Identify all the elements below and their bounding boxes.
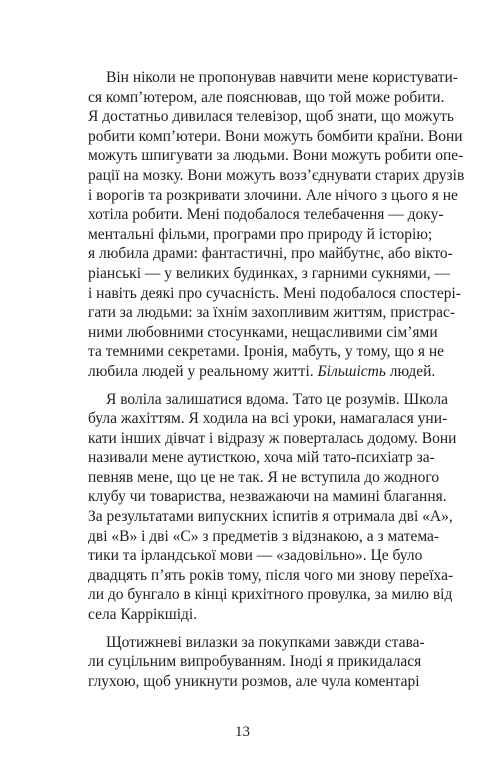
text-line: і ворогів та розкривати злочини. Але нічого з цього я не bbox=[88, 186, 458, 204]
text-line: я любила драми: фантастичні, про майбутнє, або вікто- bbox=[88, 245, 453, 263]
text-line: робити комп’ютери. Вони можуть бомбити країни. Вони bbox=[88, 127, 463, 145]
text-line: можуть шпигувати за людьми. Вони можуть робити опе- bbox=[88, 147, 464, 165]
text-line: ріанські — у великих будинках, з гарними сукнями, — bbox=[88, 264, 450, 282]
text-line-with-emphasis bbox=[88, 362, 436, 382]
text-line: називали мене аутисткою, хоча мій тато-психіатр за- bbox=[88, 449, 435, 467]
text-line: ся комп’ютером, але пояснював, що той може робити. bbox=[88, 88, 445, 106]
emphasized-word: Більшість bbox=[317, 362, 386, 380]
text-line: і навіть деякі про сучасність. Мені подобалося спостері- bbox=[88, 284, 461, 302]
text-line: ли до бунгало в кінці крихітного провулка, за милю від bbox=[88, 586, 453, 604]
text-line: ли суцільним випробуванням. Іноді я прикидалася bbox=[88, 653, 422, 671]
text-fragment: людей. bbox=[385, 362, 436, 380]
text-line: рації на мозку. Вони можуть возз’єднувати старих друзів bbox=[88, 166, 465, 184]
text-line: дві «В» і дві «С» з предметів з відзнакою, а з матема- bbox=[88, 527, 440, 545]
text-fragment: любила людей у реальному житті. bbox=[88, 362, 318, 380]
text-line: Я воліла залишатися вдома. Тато це розумів. Школа bbox=[106, 390, 449, 408]
text-line: Щотижневі вилазки за покупками завжди става- bbox=[106, 633, 425, 651]
body-text bbox=[88, 68, 465, 691]
text-line: двадцять п’ять років тому, після чого ми знову переїха- bbox=[88, 566, 454, 584]
text-line: була жахіттям. Я ходила на всі уроки, намагалася уни- bbox=[88, 410, 448, 428]
text-line: певняв мене, що це не так. Я не вступила до жодного bbox=[88, 468, 440, 486]
text-line: глухою, щоб уникнути розмов, але чула коментарі bbox=[88, 672, 420, 690]
text-line: села Каррікшіді. bbox=[88, 606, 198, 624]
text-line: тики та ірландської мови — «задовільно». Це було bbox=[88, 547, 423, 565]
text-line: хотіла робити. Мені подобалося телебачення — доку- bbox=[88, 206, 444, 224]
text-line: та темними секретами. Іронія, мабуть, у тому, що я не bbox=[88, 343, 445, 361]
page-number: 13 bbox=[235, 724, 250, 740]
text-line: Я достатньо дивилася телевізор, щоб знати, що можуть bbox=[88, 108, 454, 126]
paragraph-gap bbox=[88, 625, 408, 633]
text-line: Він ніколи не пропонував навчити мене користувати- bbox=[106, 69, 458, 86]
text-line: За результатами випускних іспитів я отримала дві «А», bbox=[88, 508, 453, 526]
text-line: ними любовними стосунками, нещасливими сім’ями bbox=[88, 323, 438, 341]
text-line: ментальні фільми, програми про природу й історію; bbox=[88, 225, 433, 243]
text-line: клубу чи товариства, незважаючи на мамині благання. bbox=[88, 488, 447, 506]
text-line: кати інших дівчат і відразу ж поверталась додому. Вони bbox=[88, 429, 457, 447]
paragraph-gap bbox=[88, 382, 408, 390]
text-line: гати за людьми: за їхнім захопливим життям, пристрас- bbox=[88, 304, 456, 322]
